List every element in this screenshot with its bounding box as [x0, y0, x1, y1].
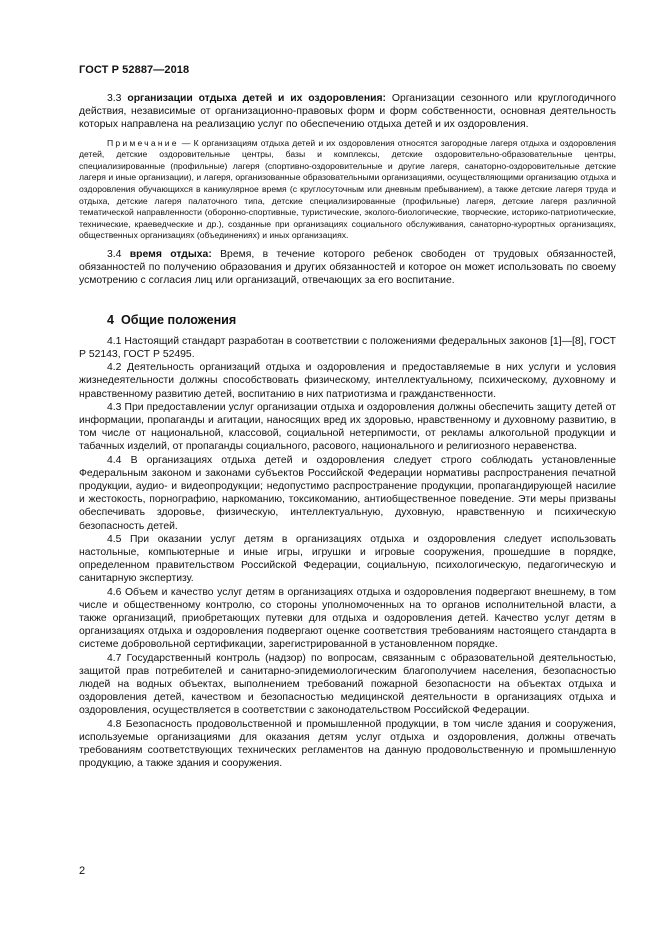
note-paragraph — [79, 138, 616, 242]
definition-number: 3.4 — [107, 248, 122, 260]
definition-term: организации отдыха детей и их оздоровления: — [127, 93, 386, 104]
clause-4-1: 4.1 Настоящий стандарт разработан в соответствии с положениями федеральных законов [1]—[8], ГОСТ Р 52143, ГОСТ Р 52495. — [79, 335, 616, 360]
section-title: Общие положения — [121, 312, 237, 327]
page-body — [79, 92, 616, 770]
definition-number: 3.3 — [107, 93, 122, 104]
section-number: 4 — [107, 312, 115, 327]
clause-4-2: 4.2 Деятельность организаций отдыха и оздоровления и предоставляемые в них услуги и условия жизнедеятельности должны способствовать физическому, интеллектуальному, психическому, духовному и нравственному развитию детей, воспитанию в них патриотизма и гражданственности. — [79, 362, 616, 400]
definition-3-3 — [79, 92, 616, 132]
clause-4-5: 4.5 При оказании услуг детям в организациях отдыха и оздоровления следует использовать настольные, компьютерные и иные игры, игрушки и игровые сооружения, прошедшие в порядке, определенном правительством Российской Федерации, социальную, психологическую, педагогическую и санитарную экспертизу. — [79, 533, 616, 585]
definition-text: Время, в течение которого ребенок свободен от трудовых обязанностей, обязанностей по получению образования и других обязанностей и которое он может использовать по своему усмотрению с согласия лиц или организаций, отвечающих за его воспитание. — [79, 248, 617, 287]
standard-code-header: ГОСТ Р 52887—2018 — [79, 64, 190, 76]
definition-text: Организации сезонного или круглогодичного действия, независимые от организационно-правовых форм и форм собственности, основная деятельность которых направлена на реализацию услуг по обеспечению отдыха детей и их оздоровления. — [79, 93, 616, 131]
clause-4-3: 4.3 При предоставлении услуг организации отдыха и оздоровления должны обеспечить защиту детей от информации, пропаганды и агитации, наносящих вред их здоровью, нравственному и духовному развитию, в том числе от национальной, классовой, социальной нетерпимости, от рекламы алкогольной продукции и табачных изделий, от пропаганды социального, расового, национального и религиозного неравенства. — [79, 401, 616, 453]
note-label: Примечание — [107, 137, 179, 148]
clause-4-8: 4.8 Безопасность продовольственной и промышленной продукции, в том числе здания и сооружения, используемые организациями для оказания детям услуг отдыха и оздоровления, должны отвечать требованиям соответствующих технических регламентов на данную продовольственную и промышленную продукцию, а также здания и сооружения. — [79, 718, 616, 770]
clause-4-6: 4.6 Объем и качество услуг детям в организациях отдыха и оздоровления подвергают внешнему, в том числе и общественному контролю, со стороны уполномоченных на то органов исполнительной власти, а также организаций, приобретающих путевки для отдыха и оздоровления детей. Качество услуг детям в организациях отдыха и оздоровления подвергают оценке соответствия требованиям настоящего стандарта в системе добровольной сертификации, зарегистрированной в установленном порядке. — [79, 586, 616, 651]
page-number: 2 — [79, 865, 86, 877]
definition-3-4 — [79, 248, 616, 288]
clause-4-4: 4.4 В организациях отдыха детей и оздоровления следует строго соблюдать установленные Федеральным законом и законами субъектов Российской Федерации нормативы распространения печатной продукции, аудио- и видеопродукции; недопустимо распространение продукции, пропагандирующей насилие и жестокость, порнографию, наркоманию, токсикоманию, антиобщественное поведение. Эти меры призваны обеспечивать здоровье, физическую, интеллектуальную, духовную, нравственную и психическую безопасность детей. — [79, 454, 616, 532]
section-heading — [107, 314, 616, 327]
definition-term: время отдыха: — [129, 248, 212, 260]
clause-4-7: 4.7 Государственный контроль (надзор) по вопросам, связанным с образовательной деятельностью, защитой прав потребителей и санитарно-эпидемиологическим благополучием населения, безопасностью людей на водных объектах, выполнением требований пожарной безопасности на объектах отдыха и оздоровления детей, качеством и безопасностью медицинской деятельности в организациях отдыха и оздоровления, осуществляется в соответствии с законодательством Российской Федерации. — [79, 652, 616, 717]
note-text: — К организациям отдыха детей и их оздоровления относятся загородные лагеря отдыха и оздоровления детей, детские оздоровительные центры, базы и комплексы, детские оздоровительно-образовательные центры, специализированные (профильные) лагеря (спортивно-оздоровительные и другие лагеря, санаторно-оздоровительные детские лагеря и иные организации), и лагеря, организованные образовательными организациями, осуществляющими организацию отдыха и оздоровления обучающихся в каникулярное время (с круглосуточным или дневным пребыванием), а также детские лагеря труда и отдыха, детские лагеря палаточного типа, детские специализированные (профильные) лагеря, детские лагеря различной тематической направленности (оборонно-спортивные, туристические, эколого-биологические, творческие, историко-патриотические, технические, краеведческие и др.), созданные при организациях социального обслуживания, санаторно-курортных организациях, общественных организациях (объединениях) и иных организациях. — [79, 137, 616, 241]
